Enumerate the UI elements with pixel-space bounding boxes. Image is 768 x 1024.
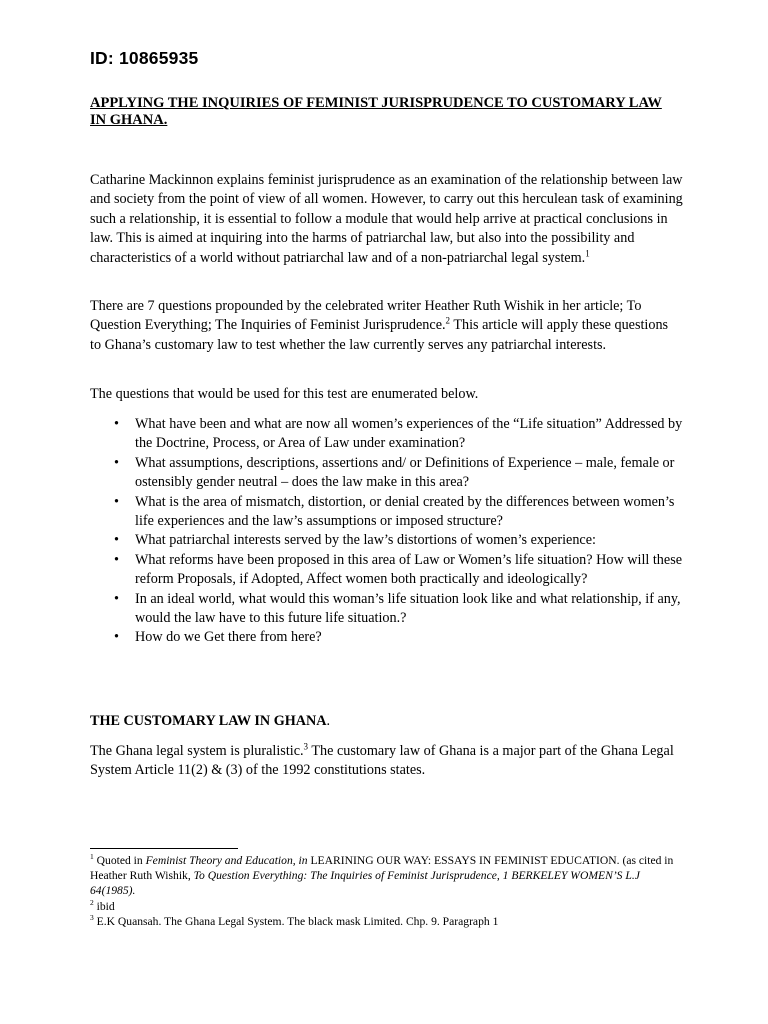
bullet-icon: • xyxy=(114,590,119,607)
footnotes xyxy=(90,853,680,929)
bullet-icon: • xyxy=(114,532,119,549)
paragraph-questions-intro-text: There are 7 questions propounded by the celebrated writer Heather Ruth Wishik in her article; To Question Everything; The Inquiries of Feminist Jurisprudence. xyxy=(90,298,642,334)
question-text: In an ideal world, what would this woman’s life situation look like and what relationship, if any, would the law have to this future life situation.? xyxy=(135,590,681,627)
paragraph-enumeration: The questions that would be used for this test are enumerated below. xyxy=(90,386,479,402)
list-item xyxy=(90,531,690,550)
question-text: What have been and what are now all women’s experiences of the “Life situation” Addressed by the Doctrine, Process, or Area of Law under examination? xyxy=(135,416,683,452)
footnote-text: E.K Quansah. The Ghana Legal System. The black mask Limited. Chp. 9. Paragraph 1 xyxy=(93,914,499,928)
document-title: APPLYING THE INQUIRIES OF FEMINIST JURISPRUDENCE TO CUSTOMARY LAW IN GHANA. xyxy=(90,95,662,128)
list-item xyxy=(90,590,690,629)
bullet-icon: • xyxy=(114,416,119,432)
bullet-icon: • xyxy=(114,493,119,510)
list-item xyxy=(90,454,690,493)
footnote-number: 1 xyxy=(90,852,94,862)
paragraph-questions-intro-rest: This article will apply these questions to Ghana’s customary law to test whether the law currently serves any patriarchal interests. xyxy=(90,317,669,353)
section-heading xyxy=(90,713,330,730)
footnote-text: ibid xyxy=(93,899,115,913)
footnote-ref-3[interactable]: 3 xyxy=(303,741,309,752)
list-item xyxy=(90,493,690,532)
footnote-number: 2 xyxy=(90,897,94,907)
paragraph-legal-system-start: The Ghana legal system is pluralistic. xyxy=(90,743,304,759)
paragraph-questions-intro xyxy=(90,297,675,355)
question-text: What is the area of mismatch, distortion, or denial created by the differences between women’s life experiences and the law’s assumptions or imposed structure? xyxy=(135,493,675,530)
footnote-text: LEARINING OUR WAY: ESSAYS IN FEMINIST EDUCATION. (as cited in Heather Ruth Wishik, xyxy=(90,854,674,883)
footnote-2 xyxy=(90,899,680,914)
footnote-ref-2[interactable]: 2 xyxy=(445,315,451,326)
paragraph-legal-system xyxy=(90,742,680,781)
footnote-text: Quoted in xyxy=(93,854,146,867)
paragraph-intro-text: Catharine Mackinnon explains feminist jurisprudence as an examination of the relationship between law and society from the point of view of all women. However, to carry out this herculean task of examining such a relationship, it is essential to follow a module that would help arrive at practical conclusions in law. This is aimed at inquiring into the harms of patriarchal law, but also into the possibility and characteristics of a world without patriarchal law and of a non-patriarchal legal system. xyxy=(90,172,683,266)
footnote-divider xyxy=(90,848,238,849)
footnote-italic-text: Feminist Theory and Education, in xyxy=(145,854,308,867)
questions-list xyxy=(90,415,690,648)
footnote-3 xyxy=(90,914,680,929)
footnote-number: 3 xyxy=(90,912,94,922)
footnote-1 xyxy=(90,853,680,899)
section-heading-text: THE CUSTOMARY LAW IN GHANA xyxy=(90,713,327,729)
list-item xyxy=(90,551,690,590)
footnote-ref-1[interactable]: 1 xyxy=(585,247,590,258)
footnote-italic-text: To Question Everything: The Inquiries of Feminist Jurisprudence, 1 BERKELEY WOMEN’S L.J 64(1985). xyxy=(90,869,640,898)
question-text: What patriarchal interests served by the law’s distortions of women’s experience: xyxy=(135,532,596,549)
list-item xyxy=(90,415,690,454)
paragraph-intro xyxy=(90,171,685,268)
bullet-icon: • xyxy=(114,629,119,646)
section-heading-period: . xyxy=(326,713,331,729)
question-text: How do we Get there from here? xyxy=(135,629,322,646)
question-text: What reforms have been proposed in this area of Law or Women’s life situation? How will these reform Proposals, if Adopted, Affect women both practically and ideologically? xyxy=(135,551,683,588)
question-text: What assumptions, descriptions, assertions and/ or Definitions of Experience – male, female or ostensibly gender neutral – does the law make in this area? xyxy=(135,454,675,491)
list-item xyxy=(90,628,690,647)
document-id: ID: 10865935 xyxy=(90,48,199,68)
bullet-icon: • xyxy=(114,551,119,568)
bullet-icon: • xyxy=(114,454,119,471)
paragraph-legal-system-rest: The customary law of Ghana is a major part of the Ghana Legal System Article 11(2) & (3) of the 1992 constitutions states. xyxy=(90,743,674,779)
